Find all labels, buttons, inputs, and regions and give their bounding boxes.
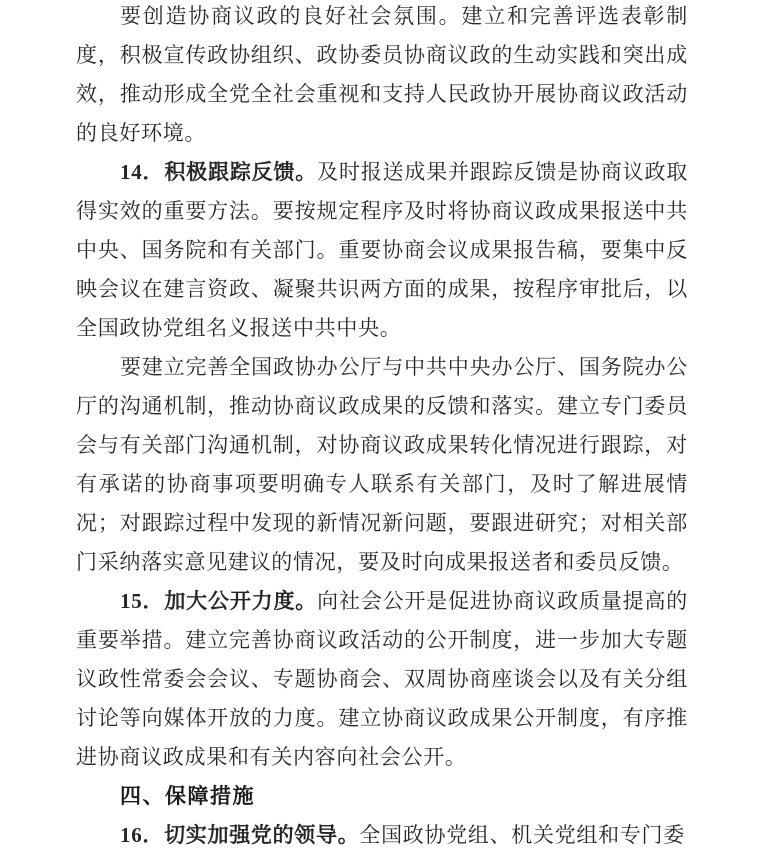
paragraph-lead: 14．积极跟踪反馈。: [120, 160, 318, 184]
paragraph-text: 要建立完善全国政协办公厅与中共中央办公厅、国务院办公厅的沟通机制，推动协商议政成果的反馈和落实。建立专门委员会与有关部门沟通机制，对协商议政成果转化情况进行跟踪，对有承诺的协商事项要明确专人联系有关部门，及时了解进展情况；对跟踪过程中发现的新情况新问题，要跟进研究；对相关部门采纳落实意见建议的情况，要及时向成果报送者和委员反馈。: [76, 355, 688, 574]
paragraph-item-14: [76, 153, 688, 348]
paragraph-text: 及时报送成果并跟踪反馈是协商议政取得实效的重要方法。要按规定程序及时将协商议政成果报送中共中央、国务院和有关部门。重要协商会议成果报告稿，要集中反映会议在建言资政、凝聚共识两方面的成果，按程序审批后，以全国政协党组名义报送中共中央。: [76, 160, 689, 340]
paragraph-lead: 15．加大公开力度。: [120, 589, 318, 613]
paragraph: [76, 348, 688, 582]
paragraph-text: 全国政协党组、机关党组和专门委: [359, 823, 685, 847]
paragraph-text: 要创造协商议政的良好社会氛围。建立和完善评选表彰制度，积极宣传政协组织、政协委员协商议政的生动实践和突出成效，推动形成全党全社会重视和支持人民政协开展协商议政活动的良好环境。: [76, 4, 688, 145]
paragraph: [76, 0, 688, 153]
paragraph-text: 向社会公开是促进协商议政质量提高的重要举措。建立完善协商议政活动的公开制度，进一步加大专题议政性常委会会议、专题协商会、双周协商座谈会以及有关分组讨论等向媒体开放的力度。建立协商议政成果公开制度，有序推进协商议政成果和有关内容向社会公开。: [76, 589, 689, 769]
paragraph-item-16: [76, 816, 688, 855]
paragraph-lead: 16．切实加强党的领导。: [120, 823, 360, 847]
section-heading: 四、保障措施: [120, 785, 255, 808]
paragraph-item-15: [76, 582, 688, 777]
